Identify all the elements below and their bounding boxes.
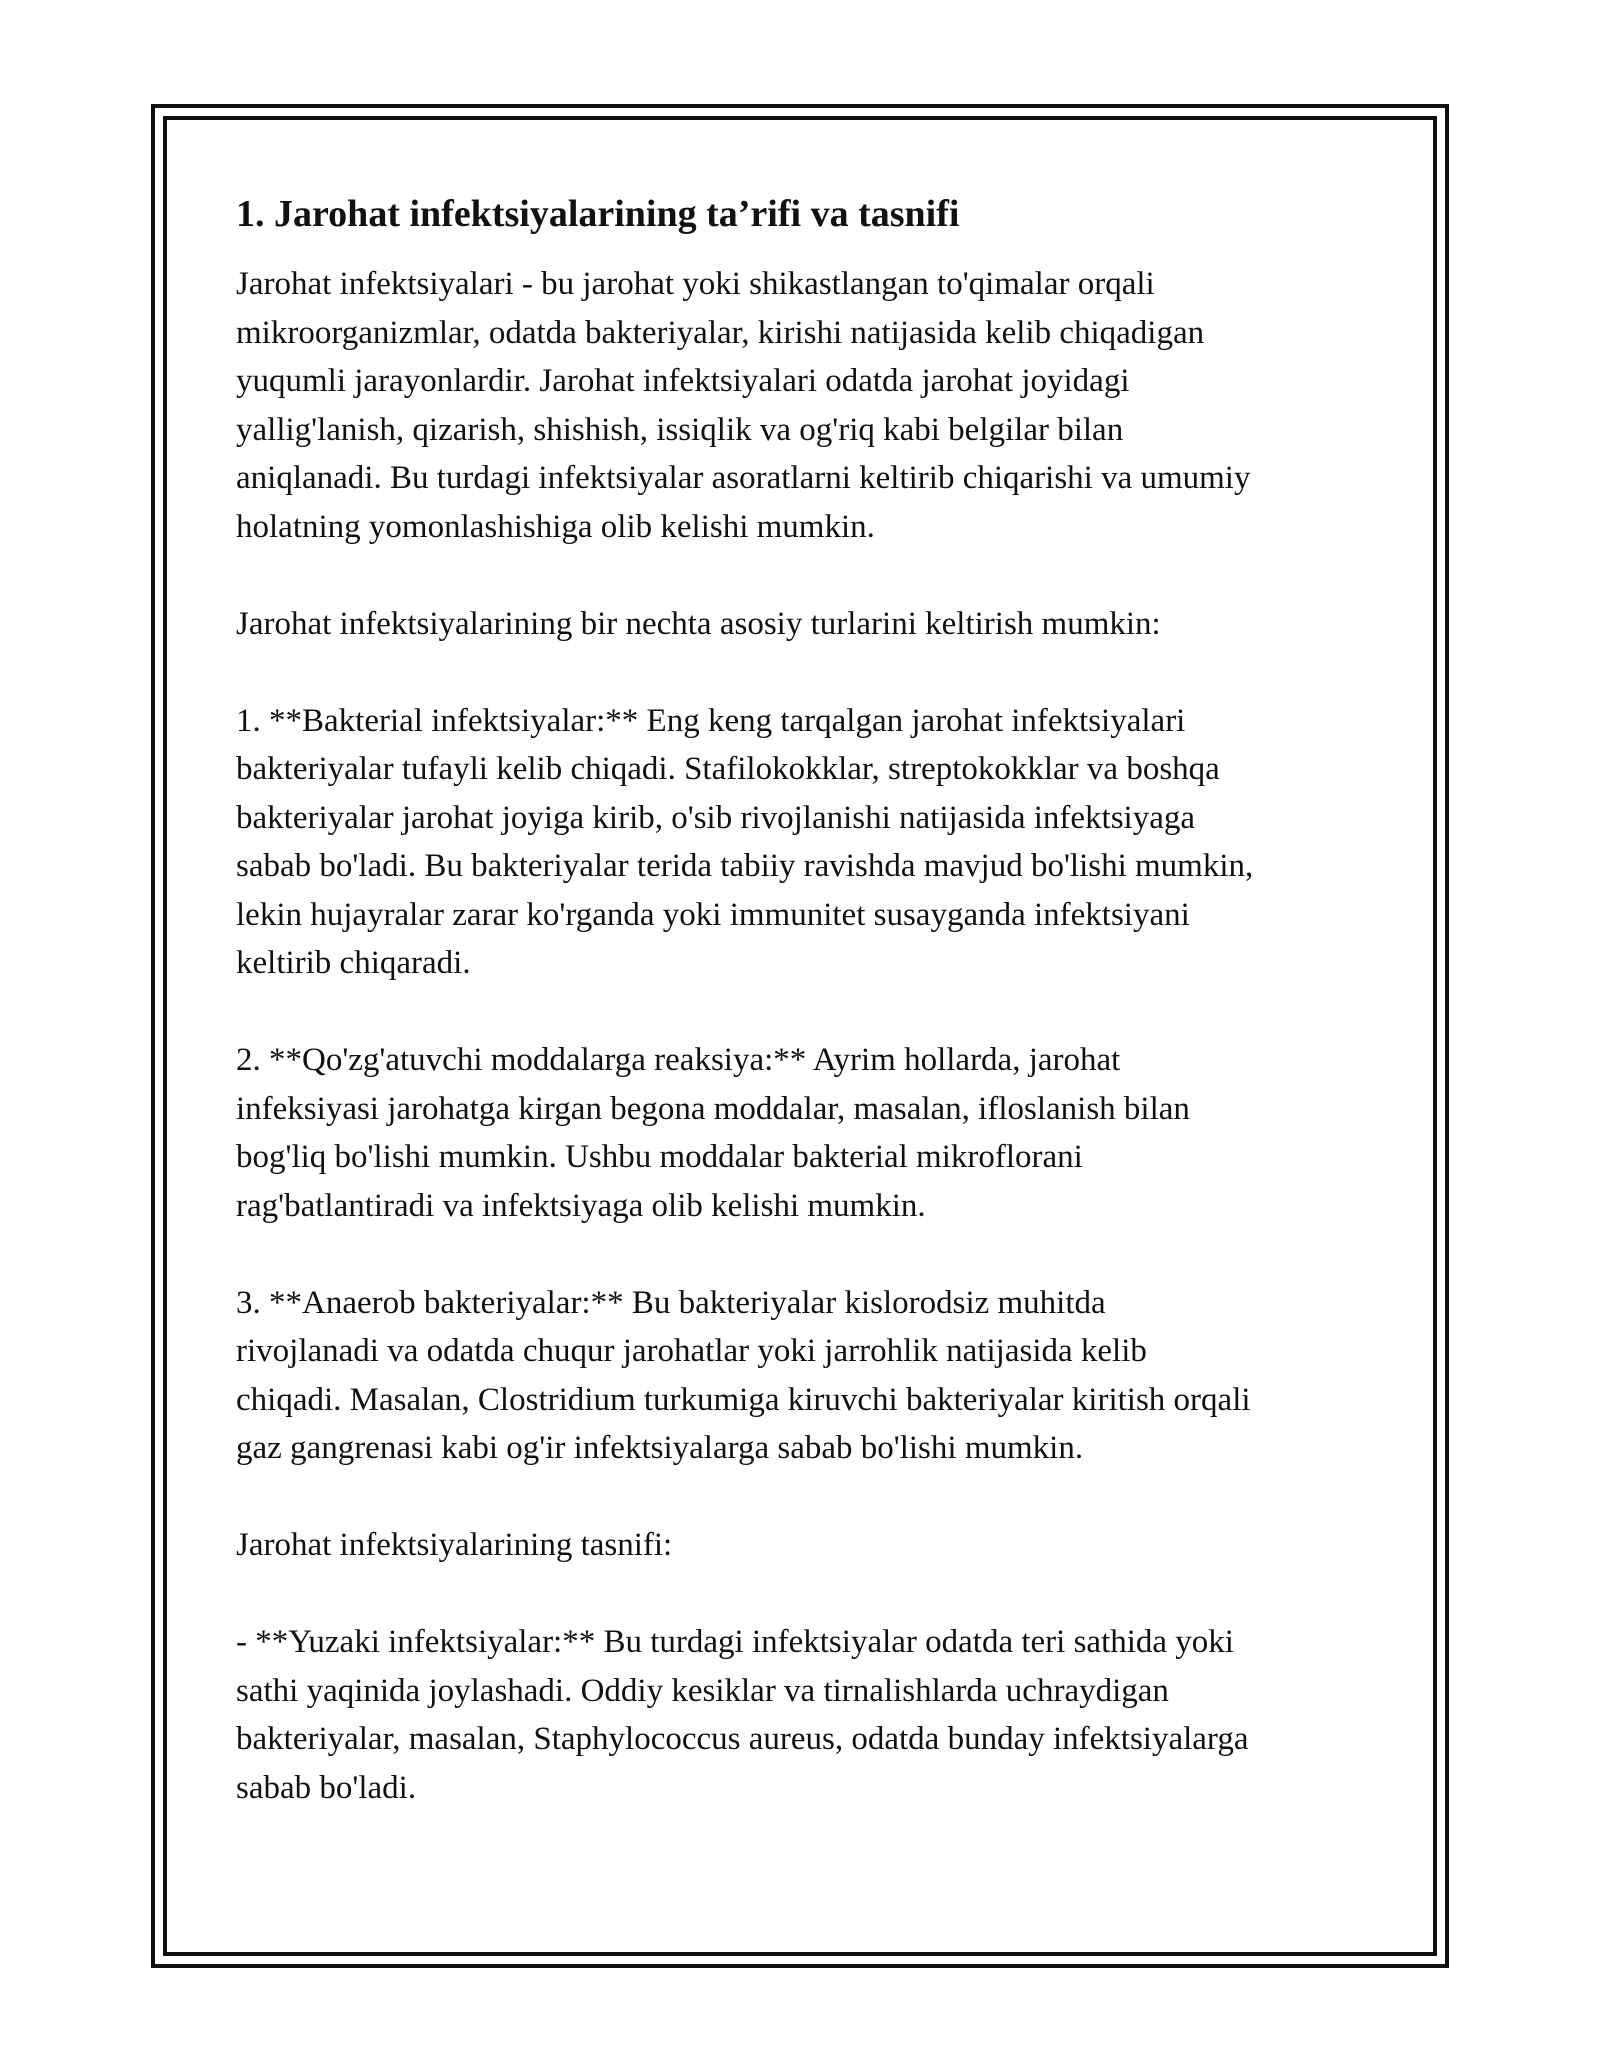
text-line: bakteriyalar jarohat joyiga kirib, o'sib rivojlanishi natijasida infektsiyaga (236, 799, 1196, 836)
text-line: Jarohat infektsiyalarining tasnifi: (236, 1527, 673, 1563)
text-line: aniqlanadi. Bu turdagi infektsiyalar asoratlarni keltirib chiqarishi va umumiy (236, 460, 1251, 496)
paragraph-superficial (236, 1618, 1376, 1812)
text-line: infeksiyasi jarohatga kirgan begona moddalar, masalan, ifloslanish bilan (236, 1090, 1190, 1127)
text-line: rag'batlantiradi va infektsiyaga olib kelishi mumkin. (236, 1187, 926, 1224)
text-line: mikroorganizmlar, odatda bakteriyalar, kirishi natijasida kelib chiqadigan (236, 314, 1205, 351)
paragraph-reaction (236, 1036, 1376, 1230)
text-line: 3. **Anaerob bakteriyalar:** Bu bakteriyalar kislorodsiz muhitda (236, 1284, 1106, 1321)
text-line: chiqadi. Masalan, Clostridium turkumiga kiruvchi bakteriyalar kiritish orqali (236, 1381, 1251, 1418)
text-line: - **Yuzaki infektsiyalar:** Bu turdagi infektsiyalar odatda teri sathida yoki (236, 1624, 1234, 1660)
text-line: sabab bo'ladi. (236, 1769, 417, 1806)
section-heading: 1. Jarohat infektsiyalarining ta’rifi va tasnifi (236, 193, 960, 235)
text-line: rivojlanadi va odatda chuqur jarohatlar yoki jarrohlik natijasida kelib (236, 1333, 1147, 1369)
text-line: gaz gangrenasi kabi og'ir infektsiyalarga sabab bo'lishi mumkin. (236, 1430, 1084, 1466)
text-line: bakteriyalar, masalan, Staphylococcus aureus, odatda bunday infektsiyalarga (236, 1721, 1249, 1757)
document-body (236, 190, 1376, 1861)
text-line: holatning yomonlashishiga olib kelishi mumkin. (236, 508, 875, 545)
text-line: Jarohat infektsiyalari - bu jarohat yoki shikastlangan to'qimalar orqali (236, 266, 1155, 302)
paragraph-bacterial (236, 697, 1376, 988)
text-line: bog'liq bo'lishi mumkin. Ushbu moddalar bakterial mikroflorani (236, 1139, 1083, 1175)
text-line: yuqumli jarayonlardir. Jarohat infektsiyalari odatda jarohat joyidagi (236, 363, 1130, 399)
text-line: keltirib chiqaradi. (236, 945, 471, 981)
paragraph-anaerobic (236, 1279, 1376, 1473)
text-line: 2. **Qo'zg'atuvchi moddalarga reaksiya:** Ayrim hollarda, jarohat (236, 1042, 1121, 1078)
text-line: yallig'lanish, qizarish, shishish, issiqlik va og'riq kabi belgilar bilan (236, 411, 1124, 448)
text-line: bakteriyalar tufayli kelib chiqadi. Stafilokokklar, streptokokklar va boshqa (236, 751, 1220, 787)
paragraph-classification-intro (236, 1521, 1376, 1570)
text-line: 1. **Bakterial infektsiyalar:** Eng keng tarqalgan jarohat infektsiyalari (236, 702, 1186, 739)
text-line: lekin hujayralar zarar ko'rganda yoki immunitet susayganda infektsiyani (236, 896, 1190, 933)
text-line: Jarohat infektsiyalarining bir nechta asosiy turlarini keltirish mumkin: (236, 605, 1161, 642)
text-line: sabab bo'ladi. Bu bakteriyalar terida tabiiy ravishda mavjud bo'lishi mumkin, (236, 848, 1254, 884)
paragraph-types-intro (236, 600, 1376, 649)
paragraph-definition (236, 260, 1376, 551)
text-line: sathi yaqinida joylashadi. Oddiy kesiklar va tirnalishlarda uchraydigan (236, 1672, 1169, 1709)
